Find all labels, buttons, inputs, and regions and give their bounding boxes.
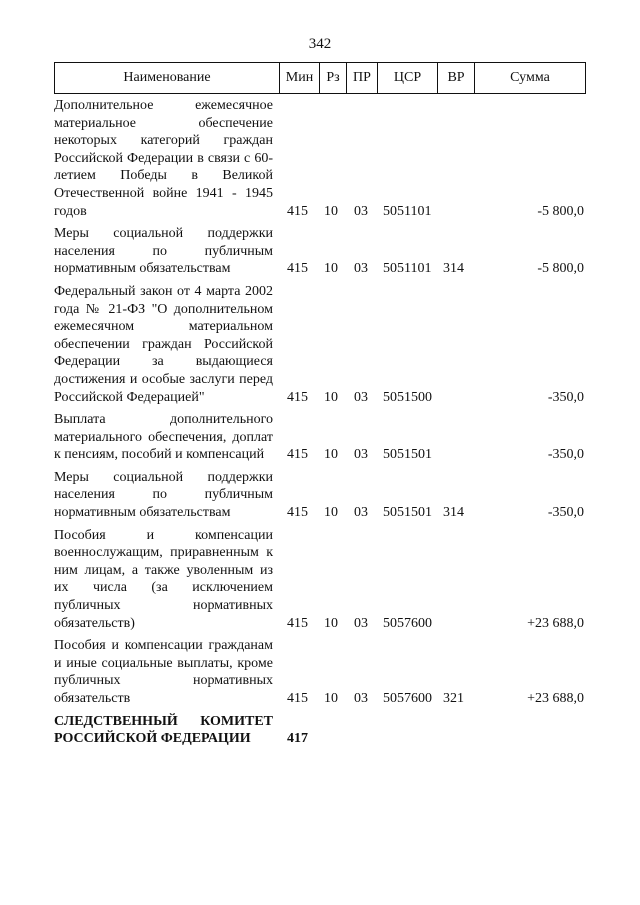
column-header-csr: ЦСР — [378, 63, 438, 93]
row-min: 415 — [287, 389, 308, 405]
row-pr: 03 — [354, 261, 368, 277]
row-rz: 10 — [324, 615, 338, 631]
row-csr: 5051501 — [383, 447, 432, 463]
row-csr: 5057600 — [383, 615, 432, 631]
column-header-sum: Сумма — [510, 70, 550, 85]
row-sum: +23 688,0 — [527, 691, 584, 706]
row-rz: 10 — [324, 261, 338, 277]
row-min: 415 — [287, 261, 308, 277]
row-sum: -5 800,0 — [537, 203, 584, 219]
table-row — [54, 527, 586, 633]
row-pr: 03 — [354, 203, 368, 219]
table-row — [54, 637, 586, 707]
row-vr: 314 — [443, 261, 464, 277]
row-pr: 03 — [354, 691, 368, 706]
row-name: СЛЕДСТВЕННЫЙ КОМИТЕТ РОССИЙСКОЙ ФЕДЕРАЦИИ — [54, 713, 273, 747]
row-sum: -350,0 — [547, 447, 584, 463]
row-sum: -350,0 — [547, 389, 584, 405]
row-sum: -350,0 — [547, 505, 584, 521]
row-vr: 321 — [443, 691, 464, 706]
row-csr: 5057600 — [383, 691, 432, 706]
row-min: 415 — [287, 203, 308, 219]
column-header-vr: ВР — [438, 63, 475, 93]
column-header-min: Мин — [280, 63, 320, 93]
row-csr: 5051501 — [383, 505, 432, 521]
table-row — [54, 411, 586, 464]
row-name: Федеральный закон от 4 марта 2002 года № 21-ФЗ "О дополнительном ежемесячном материальном обеспечении граждан Российской Федерации за выдающиеся достижения и особые заслуги перед Российской Федерацией" — [54, 283, 273, 405]
row-min: 415 — [287, 691, 308, 706]
column-header-name: Наименование — [55, 63, 280, 93]
row-name: Дополнительное ежемесячное материальное обеспечение некоторых категорий граждан Российской Федерации в связи с 60-летием Победы в Великой Отечественной войне 1941 - 1945 годов — [54, 98, 273, 219]
row-min: 415 — [287, 615, 308, 631]
row-csr: 5051500 — [383, 389, 432, 405]
row-csr: 5051101 — [383, 261, 432, 277]
row-min: 415 — [287, 447, 308, 463]
table-row-section-heading — [54, 713, 586, 748]
column-header-pr: ПР — [347, 63, 378, 93]
page-number: 342 — [308, 36, 332, 52]
row-name: Пособия и компенсации военнослужащим, приравненным к ним лицам, а также уволенным из их числа (за исключением публичных нормативных обязательств) — [54, 527, 273, 631]
row-pr: 03 — [354, 389, 368, 405]
row-rz: 10 — [324, 505, 338, 521]
row-pr: 03 — [354, 447, 368, 463]
row-name: Меры социальной поддержки населения по публичным нормативным обязательствам — [54, 226, 273, 277]
row-name: Выплата дополнительного материального обеспечения, доплат к пенсиям, пособий и компенсаций — [54, 412, 273, 463]
row-csr: 5051101 — [383, 203, 432, 219]
row-min: 417 — [287, 731, 308, 747]
row-sum: -5 800,0 — [537, 261, 584, 277]
table-header — [54, 62, 586, 94]
row-min: 415 — [287, 505, 308, 521]
row-sum: +23 688,0 — [527, 615, 584, 631]
table-row — [54, 469, 586, 522]
column-header-rz: Рз — [320, 63, 347, 93]
row-rz: 10 — [324, 203, 338, 219]
row-name: Меры социальной поддержки населения по публичным нормативным обязательствам — [54, 469, 273, 521]
table-body — [54, 97, 586, 753]
row-rz: 10 — [324, 389, 338, 405]
row-pr: 03 — [354, 615, 368, 631]
row-rz: 10 — [324, 691, 338, 706]
row-name: Пособия и компенсации гражданам и иные социальные выплаты, кроме публичных нормативных обязательств — [54, 638, 273, 706]
row-rz: 10 — [324, 447, 338, 463]
table-row — [54, 97, 586, 220]
row-vr: 314 — [443, 505, 464, 521]
row-pr: 03 — [354, 505, 368, 521]
table-row — [54, 225, 586, 278]
table-row — [54, 283, 586, 406]
